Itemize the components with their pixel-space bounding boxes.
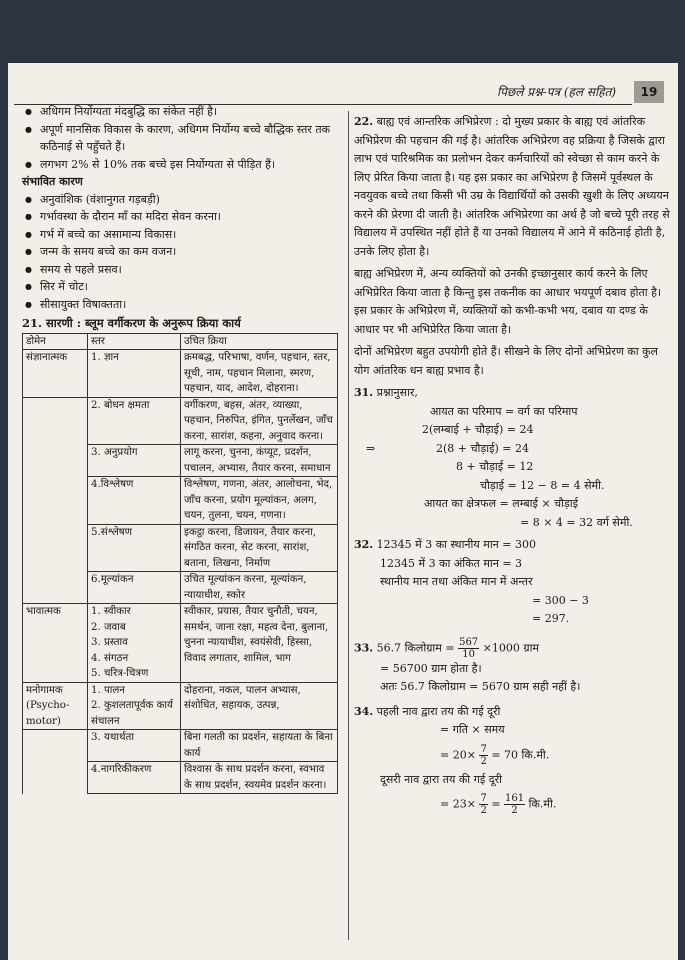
q31-intro: प्रश्नानुसार, [376, 386, 418, 399]
q34-d: दूसरी नाव द्वारा तय की गई दूरी [380, 772, 502, 786]
cause-item: ● गर्भ में बच्चे का असामान्य विकास। [40, 226, 342, 244]
cause-item: ● जन्म के समय बच्चे का कम वजन। [40, 243, 342, 261]
table-row [23, 604, 338, 683]
bullet-item: ● लगभग 2% से 10% तक बच्चे इस निर्योग्यता से पीड़ित हैं। [40, 156, 342, 174]
table-cell-action: बिना गलती का प्रदर्शन, सहायता के बिना कार्य [181, 730, 338, 762]
q22-para-2: बाह्य अभिप्रेरण में, अन्य व्यक्तियों को उनकी इच्छानुसार कार्य करने के लिए अभिप्रेरित किया जाता है किन्तु इस तकनीक का आधार भयपूर्ण दबाव होता है। इस प्रकार के अभिप्रेरण में, व्यक्तियों को कभी-कभी भय, दबाव या दण्ड के आधार पर भी अभिप्रेरित किया जाता है। [354, 267, 662, 336]
q31-line-5: आयत का क्षेत्रफल = लम्बाई × चौड़ाई [424, 497, 579, 510]
q31-equations [354, 403, 670, 533]
q34-e-denominator-2: 2 [511, 805, 518, 816]
q31-line-3: 8 + चौड़ाई = 12 [456, 460, 534, 473]
q34-c-line [354, 744, 670, 767]
table-cell-action: वर्गीकरण, बहस, अंतर, व्याख्या, पहचान, निरुपित, इंगित, पुनर्लेखन, जाँच करना, सारांश, कहना, अनुवाद करना। [181, 397, 338, 445]
bloom-table [22, 333, 338, 795]
table-cell-level: 6.मूल्यांकन [88, 572, 181, 604]
cause-item: ● अनुवांशिक (वंशानुगत गड़बड़ी) [40, 191, 342, 209]
table-cell-action: दोहराना, नकल, पालन अभ्यास, संशोधित, सहायक, उत्पन्न, [181, 682, 338, 730]
document-page [8, 63, 678, 960]
table-row [23, 397, 338, 445]
table-row [23, 445, 338, 477]
cause-item: ● समय से पहले प्रसव। [40, 261, 342, 279]
table-row [23, 730, 338, 762]
causes-list [22, 191, 342, 314]
top-bullet-list [22, 103, 342, 173]
q33-c: = 56700 ग्राम होता है। [380, 661, 482, 675]
table-cell-domain [23, 397, 88, 445]
q33-b: ×1000 ग्राम [482, 641, 540, 654]
column-divider [348, 111, 349, 940]
q34-e-fraction-2 [504, 793, 525, 816]
table-cell-level: 1. स्वीकार 2. जवाब 3. प्रस्ताव 4. संगठन 5. चरित्र-चित्रण [88, 604, 181, 683]
q31-line-4: चौड़ाई = 12 − 8 = 4 सेमी. [480, 478, 605, 492]
table-cell-action: लागू करना, चुनना, कंप्यूट, प्रदर्शन, पचालन, अभ्यास, तैयार करना, समाधान [181, 445, 338, 477]
q33-number: 33. [354, 641, 374, 654]
q32-line-0: 12345 में 3 का स्थानीय मान = 300 [376, 538, 536, 551]
q34-e-fraction-1 [479, 793, 487, 816]
table-row [23, 524, 338, 572]
table-row [23, 350, 338, 398]
table-cell-level: 3. अनुप्रयोग [88, 445, 181, 477]
table-cell-action: उचित मूल्यांकन करना, मूल्यांकन, न्यायाधीश, स्कोर [181, 572, 338, 604]
q31-number: 31. [354, 386, 374, 399]
table-cell-domain [23, 572, 88, 604]
q34-c-numerator: 7 [480, 743, 487, 755]
table-cell-level: 4.विश्लेषण [88, 477, 181, 525]
table-cell-action: क्रमबद्ध, परिभाषा, वर्णन, पहचान, स्तर, सूची, नाम, पहचान मिलाना, स्मरण, पहचान, याद, आदेश, दोहराना। [181, 350, 338, 398]
q33-denominator: 10 [462, 648, 475, 660]
q32-line-1: 12345 में 3 का अंकित मान = 3 [380, 556, 523, 570]
q22-block [354, 113, 670, 261]
cause-item: ● गर्भावस्था के दौरान माँ का मदिरा सेवन करना। [40, 208, 342, 226]
implies-symbol: ⇒ [366, 441, 376, 455]
table-cell-domain: भावात्मक [23, 604, 88, 683]
table-cell-domain: मनोगामक (Psycho-motor) [23, 682, 88, 730]
q32-number: 32. [354, 538, 374, 551]
q33-numerator: 567 [459, 636, 479, 648]
table-header-row [23, 333, 338, 350]
q34-e2: = [491, 797, 501, 811]
bullet-item: ● अधिगम निर्योग्यता मंदबुद्धि का संकेत नहीं है। [40, 103, 342, 121]
table-row [23, 477, 338, 525]
table-cell-level: 5.संश्लेषण [88, 524, 181, 572]
table-row [23, 572, 338, 604]
table-cell-domain [23, 730, 88, 762]
table-cell-action: इकट्ठा करना, डिजायन, तैयार करना, संगठित करना, सेट करना, सारांश, बताना, लिखना, निर्माण [181, 524, 338, 572]
q34-b: = गति × समय [440, 723, 505, 736]
q22-para-3: दोनों अभिप्रेरण बहुत उपयोगी होते हैं। सीखने के लिए दोनों अभिप्रेरण का कुल योग आंतरिक धन बाह्य प्रभाव है। [354, 345, 658, 377]
q33-block [354, 637, 670, 697]
causes-heading: संभावित कारण [22, 175, 83, 188]
q31-line-2: 2(8 + चौड़ाई) = 24 [436, 441, 529, 455]
table-row [23, 682, 338, 730]
table-cell-level: 2. बोधन क्षमता [88, 397, 181, 445]
table-cell-domain: संज्ञानात्मक [23, 350, 88, 398]
q34-e-denominator-1: 2 [480, 805, 487, 816]
q32-block [354, 536, 670, 629]
table-cell-level: 3. यथार्थता [88, 730, 181, 762]
q31-line-1: 2(लम्बाई + चौड़ाई) = 24 [422, 423, 534, 436]
q31-block [354, 384, 670, 532]
table-cell-action: विश्वास के साथ प्रदर्शन करना, स्वभाव के साथ प्रदर्शन, स्वयमेव प्रदर्शन करना। [181, 762, 338, 794]
q34-number: 34. [354, 704, 374, 718]
table-cell-level: 4.नागरिकीकरण [88, 762, 181, 794]
table-cell-domain [23, 762, 88, 794]
table-cell-level: 1. पालन 2. कुशलतापूर्वक कार्य संचालन [88, 682, 181, 730]
left-column [22, 103, 342, 794]
q31-line-2-wrap [366, 440, 670, 459]
q33-d: अतः 56.7 किलोग्राम = 5670 ग्राम सही नहीं है। [380, 680, 581, 693]
cause-item: ● सिर में चोट। [40, 278, 342, 296]
q34-c1: = 20× [440, 748, 476, 761]
q34-c-denominator: 2 [480, 755, 487, 767]
header-level: स्तर [88, 333, 181, 350]
q32-line-2: स्थानीय मान तथा अंकित मान में अन्तर [380, 575, 533, 588]
q34-e1: = 23× [440, 797, 476, 811]
table-cell-action: विश्लेषण, गणना, अंतर, आलोचना, भेद, जाँच करना, प्रयोग मूल्यांकन, अलग, चयन, तुलना, चयन, गणना। [181, 477, 338, 525]
bullet-item: ● अपूर्ण मानसिक विकास के कारण, अधिगम निर्योग्य बच्चे बौद्धिक स्तर तक कठिनाई से पहुँचते हैं। [40, 121, 342, 156]
q34-c2: = 70 कि.मी. [491, 748, 550, 761]
q31-line-0: आयत का परिमाप = वर्ग का परिमाप [430, 404, 578, 418]
table-cell-domain [23, 524, 88, 572]
header-domain: डोमेन [23, 333, 88, 350]
q34-e-numerator-1: 7 [480, 793, 487, 804]
q32-line-4: = 297. [532, 612, 570, 625]
q34-c-fraction [479, 744, 487, 767]
q33-a: 56.7 किलोग्राम = [376, 641, 455, 654]
q32-line-3: = 300 − 3 [532, 593, 589, 607]
q34-a: पहली नाव द्वारा तय की गई दूरी [376, 704, 501, 718]
page-number: 19 [634, 81, 664, 103]
table-cell-domain [23, 445, 88, 477]
q34-e-line [354, 793, 670, 816]
q34-e3: कि.मी. [528, 797, 557, 811]
table-cell-domain [23, 477, 88, 525]
page-header [8, 77, 678, 105]
q34-e-numerator-2: 161 [505, 793, 525, 804]
table-cell-level: 1. ज्ञान [88, 350, 181, 398]
table-cell-action: स्वीकार, प्रयास, तैयार चुनौती, चयन, समर्थन, जाना रक्षा, महत्व देना, बुलाना, चुनना न्यायाधीश, स्वयंसेवी, हिस्सा, विवाद लगातार, शामिल, भाग [181, 604, 338, 683]
q22-para-1: बाह्य एवं आन्तरिक अभिप्रेरण : दो मुख्य प्रकार के बाह्य एवं आंतरिक अभिप्रेरण की पहचान की गई है। आंतरिक अभिप्रेरण वह प्रक्रिया है जिसके द्वारा लाभ एवं पारिश्रमिक का प्रलोभन देकर कर्मचारियों को स्वेच्छा से काम करने के लिए प्रेरित किया जाता है। यह इस प्रकार का अभिप्रेरण है जिसमें पूर्वस्थल के नवयुवक बच्चे तथा किसी भी उम्र के विद्यार्थियों को उसकी खुशी के लिए अध्ययन करने की प्रेरणा दी जाती है। आंतरिक अभिप्रेरणा का अर्थ है जो बच्चे पूरी तरह से विद्यालय में उपस्थित नहीं होते हैं या उनको विद्यालय में आने में कठिनाई होती है, उनके लिए होता है। [354, 115, 670, 258]
table-row [23, 762, 338, 794]
q34-block [354, 703, 670, 817]
q33-fraction [458, 637, 479, 660]
header-title: पिछले प्रश्न-पत्र (हल सहित) [496, 85, 616, 99]
header-action: उचित क्रिया [181, 333, 338, 350]
right-column [354, 113, 670, 816]
q22-number: 22. [354, 115, 374, 128]
cause-item: ● सीसायुक्त विषाक्तता। [40, 296, 342, 314]
table-title: 21. सारणी : ब्लूम वर्गीकरण के अनुरूप क्रिया कार्य [22, 316, 241, 330]
q31-line-6: = 8 × 4 = 32 वर्ग सेमी. [520, 515, 633, 529]
